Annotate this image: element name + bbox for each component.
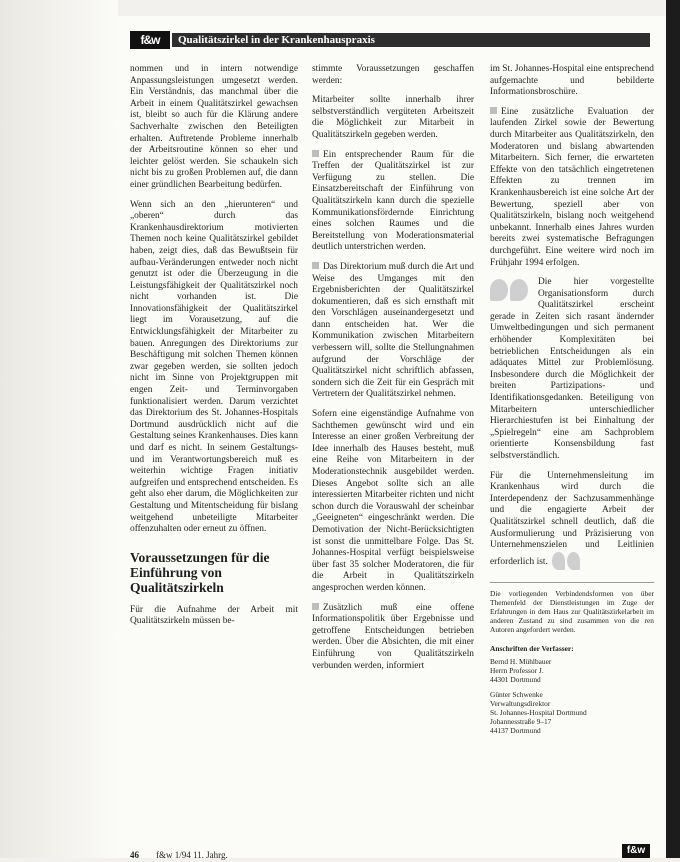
footer-logo: f&w: [622, 844, 650, 858]
pull-quote-end: Für die Unternehmensleitung im Krankenhaus wird durch die Interdependenz der Sachzusammenhänge und die engagierte Arbeit der Qualitätszirkel schnell deutlich, daß die Ausformulierung und Präzisierung von Unternehmenszielen und Leitlinien erforderlich ist.: [490, 471, 654, 572]
running-header: [130, 31, 650, 49]
paragraph: nommen und in intern notwendige Anpassungsleistungen umgesetzt werden. Ein Verständnis, das manchmal über die Arbeit in einem Qualitätszirkel gewachsen ist, bleibt so auch für die Klärung andere Sachverhalte zwischen den Beteiligten erhalten. Auftretende Probleme innerhalb der Arbeitsroutine können so eher und leichter gelöst werden. Sie schaukeln sich nicht bis zu großen Problemen auf, die dann einer gründlichen Bearbeitung bedürfen.: [130, 64, 298, 190]
scan-edge: [666, 0, 680, 858]
author-address: Günter Schwenke Verwaltungsdirektor St. Johannes-Hospital Dortmund Johannesstraße 9–17 44137 Dortmund: [490, 689, 587, 735]
paragraph: Wenn sich an den „hierunteren“ und „oberen“ durch das Krankenhausdirektorium motivierten Themen noch keine Qualitätszirkel gebildet haben, zeigt dies, daß das Bewußtsein für aufbau-Veränderungen entweder noch nicht genutzt ist oder die Überzeugung in die Leistungsfähigkeit der Qualitätszirkel noch nicht vorhanden ist. Die Innovationsfähigkeit der Qualitätszirkel liegt im Vorausetzung, auf die Entwicklungsfähigkeit der Mitarbeiter zu bauen. Anregungen des Direktoriums zur Beschäftigung mit solchen Themen können zwar gegeben werden, sie sollten jedoch nicht im Sinne von Projektgruppen mit engen Zeit- und Terminvorgaben funktionalisiert werden. Darum verzichtet das Direktorium des St. Johannes-Hospitals Dortmund ausdrücklich nicht auf die Gestaltung seines Krankenhauses. Dies kann und darf es nicht. In seinem Gestaltungs- und im Verantwortungsbereich muß es weiterhin wichtige Fragen initiativ aufgreifen und entsprechend entscheiden. Es geht also eher darum, die Möglichkeiten zur Gestaltung und Mitentscheidung für bislang weitgehend unbeteiligte Mitarbeiter offenzuhalten oder erneut zu öffnen.: [130, 199, 298, 535]
square-bullet-icon: [312, 603, 319, 610]
pull-quote: Die hier vorgestellte Organisationsform durch Qualitätszirkel erscheint gerade in Zeiten sich rasant ändernder Umweltbedingungen und sich permanent erhöhender Komplexitäten bei betrieblichen Entscheidungen als ein adäquates Mittel zur Problemlösung. Insbesondere durch die Möglichkeit der breiten Partizipations- und Identifikationsgedanken. Beteiligung von Mitarbeitern unterschiedlicher Hierarchiestufen ist bei Einhaltung der „Spielregeln“ eine am Sachproblem orientierte Konsensbildung fast selbstverständlich.: [490, 277, 654, 461]
column-2: [312, 64, 474, 680]
paragraph: im St. Johannes-Hospital eine entsprechend aufgemachte und bebilderte Informationsbroschüre.: [490, 64, 654, 98]
bullet-paragraph: Zusätzlich muß eine offene Informationspolitik über Ergebnisse und getroffene Entscheidungen betrieben werden. Über die Absichten, die mit einer Einführung von Qualitätszirkeln verbunden werden, informiert: [312, 602, 474, 671]
paragraph: Für die Aufnahme der Arbeit mit Qualitätszirkeln müssen be-: [130, 604, 298, 627]
paragraph: Mitarbeiter sollte innerhalb ihrer selbstverständlich vergüteten Arbeitszeit die Möglichkeit zur Mitarbeit in Qualitätszirkeln gegeben werden.: [312, 95, 474, 140]
section-heading: Voraussetzungen für die Einführung von Qualitätszirkeln: [130, 549, 270, 595]
footnote: Die vorliegenden Verbindendsformen von über Themenfeld der Dienstleistungen im Zuge der Erfahrungen in dem Haus zur Qualitätszirkelarbeit im anderen Zustand zu sind zusammen von die ren Autoren angefordert werden.: [490, 582, 654, 634]
paragraph: Sofern eine eigenständige Aufnahme von Sachthemen gewünscht wird und ein Interesse an einer großen Verbreitung der Idee innerhalb des Hauses besteht, muß eine Reihe von Mitarbeitern in der Moderationstechnik ausgebildet werden. Dieses Angebot sollte sich an alle interessierten Mitarbeiter richten und nicht schon durch die Vorauswahl der scheinbar „Geeigneten“ eingeschränkt werden. Die Demotivation der Nicht-Berücksichtigten ist sonst die unmittelbare Folge. Das St. Johannes-Hospital verfügt beispielsweise über fast 35 solcher Moderatoren, die für die Arbeit in Qualitätszirkeln angesprochen werden können.: [312, 409, 474, 593]
header-title: Qualitätszirkel in der Krankenhauspraxis: [178, 34, 375, 46]
column-3: [490, 64, 654, 741]
quote-open-icon: [490, 279, 532, 305]
bullet-paragraph: Ein entsprechender Raum für die Treffen der Qualitätszirkel ist zur Verfügung zu stellen. Die Einsatzbereitschaft der Einführung von Qualitätszirkeln kann durch die spezielle Kommunikationsfördernde Einrichtung eines solchen Raumes und die Bereitstellung von Moderationsmaterial deutlich unterstrichen werden.: [312, 149, 474, 253]
scan-shadow: [0, 0, 118, 858]
authors-title: Anschriften der Verfasser:: [490, 643, 574, 653]
quote-close-icon: [552, 552, 582, 572]
column-1: [130, 64, 298, 636]
square-bullet-icon: [312, 150, 319, 157]
magazine-page: [118, 16, 666, 858]
page-number: 46: [130, 850, 139, 860]
author-addresses: [490, 644, 654, 735]
square-bullet-icon: [312, 262, 319, 269]
author-address: Bernd H. Mühlbauer Herrn Professor J. 44301 Dortmund: [490, 656, 552, 684]
page-footer: [130, 845, 650, 862]
square-bullet-icon: [490, 107, 497, 114]
magazine-logo: f&w: [130, 31, 170, 49]
bullet-paragraph: Das Direktorium muß durch die Art und Weise des Umganges mit den Ergebnisberichten der Qualitätszirkel dokumentieren, daß es sich ernsthaft mit den Vorschlägen auseinandergesetzt und dann entscheiden hat. Wer die Kommunikation zwischen Mitarbeitern verbessern will, sollte die Stellungnahmen aufgrund der Vorschläge der Qualitätszirkel nicht schriftlich abfassen, sondern sich die Zeit für ein Gespräch mit Vertretern der Qualitätszirkel nehmen.: [312, 261, 474, 400]
bullet-paragraph: Eine zusätzliche Evaluation der laufenden Zirkel sowie der Bewertung durch Mitarbeiter aus Qualitätszirkeln, den Moderatoren und bislang abwartenden Mitarbeitern. Sich ferner, die erwarteten Effekte von den tatsächlich eingetretenen Effekten zu trennen im Krankenhausbereich ist eine solche Art der Bewertung, speziell aber von Qualitätszirkeln, bislang noch weitgehend unbekannt. Innerhalb eines Jahres wurden bereits zwei systematische Befragungen durchgeführt. Eine weitere wird noch im Frühjahr 1994 erfolgen.: [490, 106, 654, 268]
paragraph: stimmte Voraussetzungen geschaffen werden:: [312, 64, 474, 86]
issue-info: f&w 1/94 11. Jahrg.: [156, 850, 228, 860]
